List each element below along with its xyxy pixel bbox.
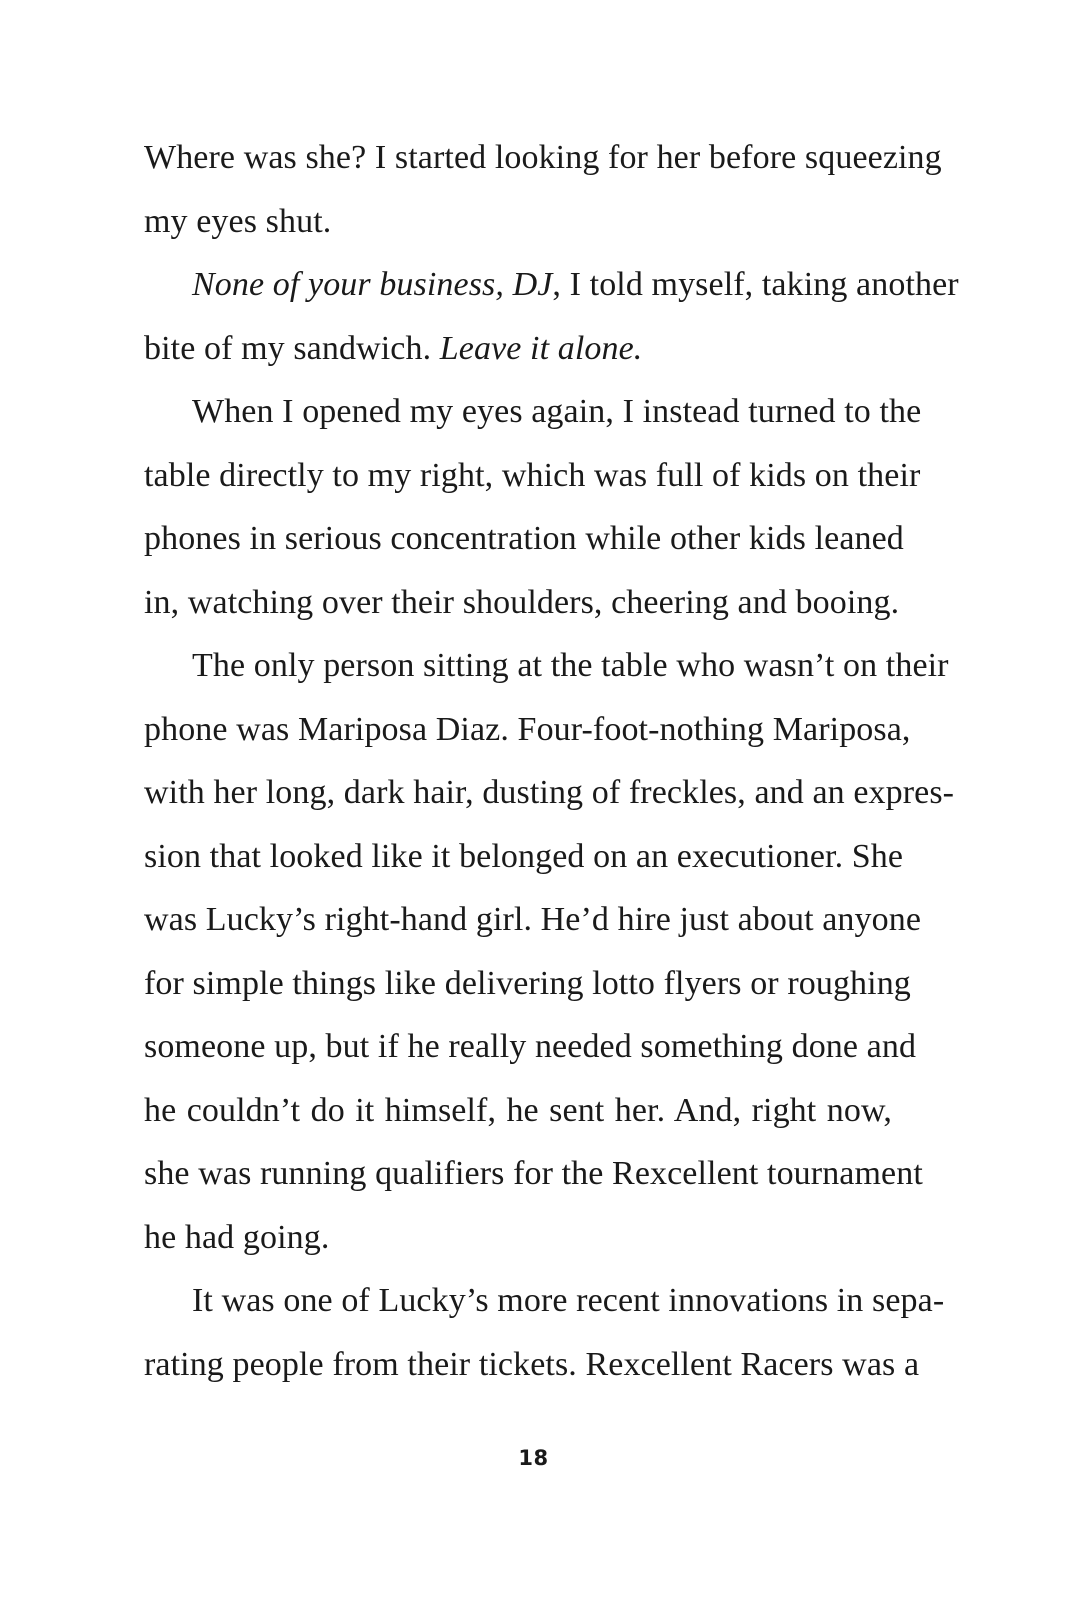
text-line <box>144 761 955 825</box>
text-run: bite of my sandwich. <box>144 329 440 367</box>
text-run: he couldn’t do it himself, he sent her. And, right now, <box>144 1091 892 1129</box>
text-run: rating people from their tickets. Rexcellent Racers was a <box>144 1345 920 1383</box>
text-run: he had going. <box>144 1218 330 1256</box>
text-line <box>144 1079 892 1143</box>
text-run: It was one of Lucky’s more recent innovations in sepa- <box>192 1282 945 1319</box>
text-line <box>144 888 922 952</box>
paragraph <box>144 126 942 253</box>
text-run: Where was she? I started looking for her before squeezing <box>144 139 942 176</box>
text-line <box>144 444 921 508</box>
text-run: table directly to my right, which was full of kids on their <box>144 456 921 494</box>
text-line <box>144 952 911 1016</box>
text-line <box>144 1015 917 1079</box>
text-line <box>144 126 942 190</box>
text-line <box>144 698 911 762</box>
paragraph <box>144 1269 945 1396</box>
text-line <box>144 507 904 571</box>
text-run: sion that looked like it belonged on an executioner. She <box>144 837 904 875</box>
text-line <box>144 1206 892 1270</box>
body-text <box>144 126 959 1396</box>
text-run: phones in serious concentration while other kids leaned <box>144 520 904 557</box>
text-run: When I opened my eyes again, I instead turned to the <box>192 393 922 430</box>
text-run: she was running qualifiers for the Rexcellent tournament <box>144 1155 923 1192</box>
paragraph <box>144 380 922 634</box>
text-line <box>144 571 900 635</box>
text-run: was Lucky’s right-hand girl. He’d hire just about anyone <box>144 901 922 938</box>
paragraph <box>144 634 955 1269</box>
text-run: for simple things like delivering lotto flyers or roughing <box>144 964 911 1002</box>
text-line <box>144 1269 945 1333</box>
page-number: 18 <box>518 1446 549 1470</box>
italic-text: None of your business, DJ <box>192 266 553 303</box>
text-line <box>144 825 904 889</box>
text-run: The only person sitting at the table who wasn’t on their <box>192 647 949 684</box>
text-line <box>144 190 892 254</box>
text-line <box>144 1333 920 1397</box>
italic-text: Leave it alone. <box>439 329 643 367</box>
text-run: , I told myself, taking another <box>552 266 959 303</box>
text-line <box>144 634 949 698</box>
text-run: in, watching over their shoulders, cheering and booing. <box>144 583 900 621</box>
text-line <box>144 253 959 317</box>
text-run: my eyes shut. <box>144 202 332 240</box>
text-line <box>144 380 922 444</box>
text-line <box>144 1142 923 1206</box>
text-run: someone up, but if he really needed something done and <box>144 1028 917 1065</box>
text-run: with her long, dark hair, dusting of freckles, and an expres- <box>144 774 955 811</box>
text-run: phone was Mariposa Diaz. Four-foot-nothing Mariposa, <box>144 710 911 748</box>
paragraph <box>144 253 959 380</box>
text-line <box>144 317 892 381</box>
